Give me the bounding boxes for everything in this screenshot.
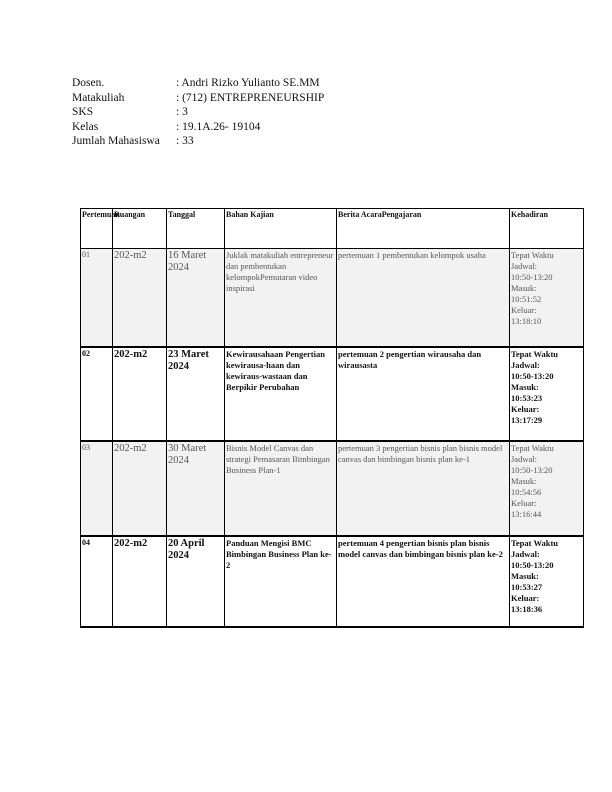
kehadiran-status: Tepat Waktu <box>511 537 559 548</box>
table-row <box>81 249 584 347</box>
kehadiran-jadwal-label: Jadwal: <box>511 548 540 559</box>
header-pertemuan: Pertemuan <box>81 209 113 249</box>
table-row <box>81 347 584 441</box>
cell-kehadiran <box>510 249 584 347</box>
info-value: : 3 <box>176 106 188 118</box>
kehadiran-jadwal: 10:50-13:20 <box>511 272 553 282</box>
header-tanggal: Tanggal <box>167 209 225 249</box>
info-label: Dosen. <box>72 77 105 89</box>
kehadiran-jadwal: 10:50-13:20 <box>511 464 553 475</box>
info-label: Matakuliah <box>72 91 125 104</box>
kehadiran-jadwal-label: Jadwal: <box>511 261 537 271</box>
table-row <box>81 441 584 536</box>
cell-tanggal: 16 Maret 2024 <box>167 249 225 347</box>
cell-tanggal: 30 Maret 2024 <box>167 441 225 536</box>
header-ruangan: Ruangan <box>113 209 167 249</box>
kehadiran-masuk-label: Masuk: <box>511 475 537 486</box>
kehadiran-jadwal-label: Jadwal: <box>511 453 537 464</box>
kehadiran-keluar: 13:17:29 <box>511 414 543 425</box>
kehadiran-status: Tepat Waktu <box>511 348 559 359</box>
cell-pertemuan: 03 <box>81 441 113 536</box>
info-value: : Andri Rizko Yulianto SE.MM <box>176 77 320 89</box>
course-info <box>72 76 324 149</box>
info-value: : 19.1A.26- 19104 <box>176 120 261 133</box>
info-row-dosen <box>72 76 324 91</box>
cell-kehadiran <box>510 347 584 441</box>
info-row-matakuliah <box>72 91 324 106</box>
kehadiran-keluar: 13:16:44 <box>511 508 542 519</box>
cell-ruangan: 202-m2 <box>113 441 167 536</box>
info-row-jumlah-mahasiswa <box>72 134 324 149</box>
cell-ruangan: 202-m2 <box>113 347 167 441</box>
cell-bahan-kajian: Panduan Mengisi BMC Bimbingan Business Plan ke-2 <box>225 536 337 627</box>
info-row-kelas <box>72 120 324 135</box>
cell-berita-acara: pertemuan 2 pengertian wirausaha dan wirausasta <box>337 347 510 441</box>
info-label: SKS <box>72 106 94 118</box>
header-bahan-kajian: Bahan Kajian <box>225 209 337 249</box>
cell-berita-acara: pertemuan 1 pembentukan kelompok usaha <box>337 249 510 347</box>
kehadiran-status: Tepat Waktu <box>511 442 554 453</box>
info-value: : 33 <box>176 135 194 147</box>
kehadiran-keluar: 13:18:36 <box>511 603 543 614</box>
kehadiran-masuk: 10:51:52 <box>511 294 542 304</box>
kehadiran-keluar-label: Keluar: <box>511 403 540 414</box>
kehadiran-jadwal: 10:50-13:20 <box>511 370 554 381</box>
cell-kehadiran <box>510 536 584 627</box>
cell-tanggal: 23 Maret 2024 <box>167 347 225 441</box>
table-header-row <box>81 209 584 249</box>
table-row <box>81 536 584 627</box>
cell-ruangan: 202-m2 <box>113 249 167 347</box>
kehadiran-jadwal-label: Jadwal: <box>511 359 540 370</box>
kehadiran-keluar-label: Keluar: <box>511 305 537 315</box>
info-value: : (712) ENTREPRENEURSHIP <box>176 91 325 104</box>
cell-ruangan: 202-m2 <box>113 536 167 627</box>
cell-tanggal: 20 April 2024 <box>167 536 225 627</box>
kehadiran-masuk: 10:53:23 <box>511 392 543 403</box>
kehadiran-masuk-label: Masuk: <box>511 381 539 392</box>
cell-pertemuan: 02 <box>81 347 113 441</box>
cell-bahan-kajian: Kewirausahaan Pengertian kewirausa-haan dan kewiraus-wastaan dan Berpikir Perubahan <box>225 347 337 441</box>
cell-kehadiran <box>510 441 584 536</box>
kehadiran-masuk: 10:54:56 <box>511 486 542 497</box>
cell-pertemuan: 04 <box>81 536 113 627</box>
kehadiran-keluar-label: Keluar: <box>511 497 537 508</box>
kehadiran-keluar: 13:18:10 <box>511 316 542 326</box>
attendance-table <box>80 208 584 628</box>
info-label: Jumlah Mahasiswa <box>72 135 160 147</box>
info-row-sks <box>72 105 324 120</box>
header-kehadiran: Kehadiran <box>510 209 584 249</box>
kehadiran-status: Tepat Waktu <box>511 250 554 260</box>
kehadiran-masuk-label: Masuk: <box>511 570 539 581</box>
cell-berita-acara: pertemuan 4 pengertian bisnis plan bisnis model canvas dan bimbingan bisnis plan ke-2 <box>337 536 510 627</box>
kehadiran-jadwal: 10:50-13:20 <box>511 559 554 570</box>
cell-pertemuan: 01 <box>81 249 113 347</box>
cell-berita-acara: pertemuan 3 pengertian bisnis plan bisnis model canvas dan bimbingan bisnis plan ke-1 <box>337 441 510 536</box>
cell-bahan-kajian: Juklak matakuliah entrepreneur dan pembentukan kelompokPemutaran video inspirasi <box>225 249 337 347</box>
header-berita-acara: Berita AcaraPengajaran <box>337 209 510 249</box>
kehadiran-masuk-label: Masuk: <box>511 283 537 293</box>
info-label: Kelas <box>72 120 99 133</box>
cell-bahan-kajian: Bisnis Model Canvas dan strategi Pemasaran Bimbingan Business Plan-1 <box>225 441 337 536</box>
kehadiran-masuk: 10:53:27 <box>511 581 543 592</box>
kehadiran-keluar-label: Keluar: <box>511 592 540 603</box>
